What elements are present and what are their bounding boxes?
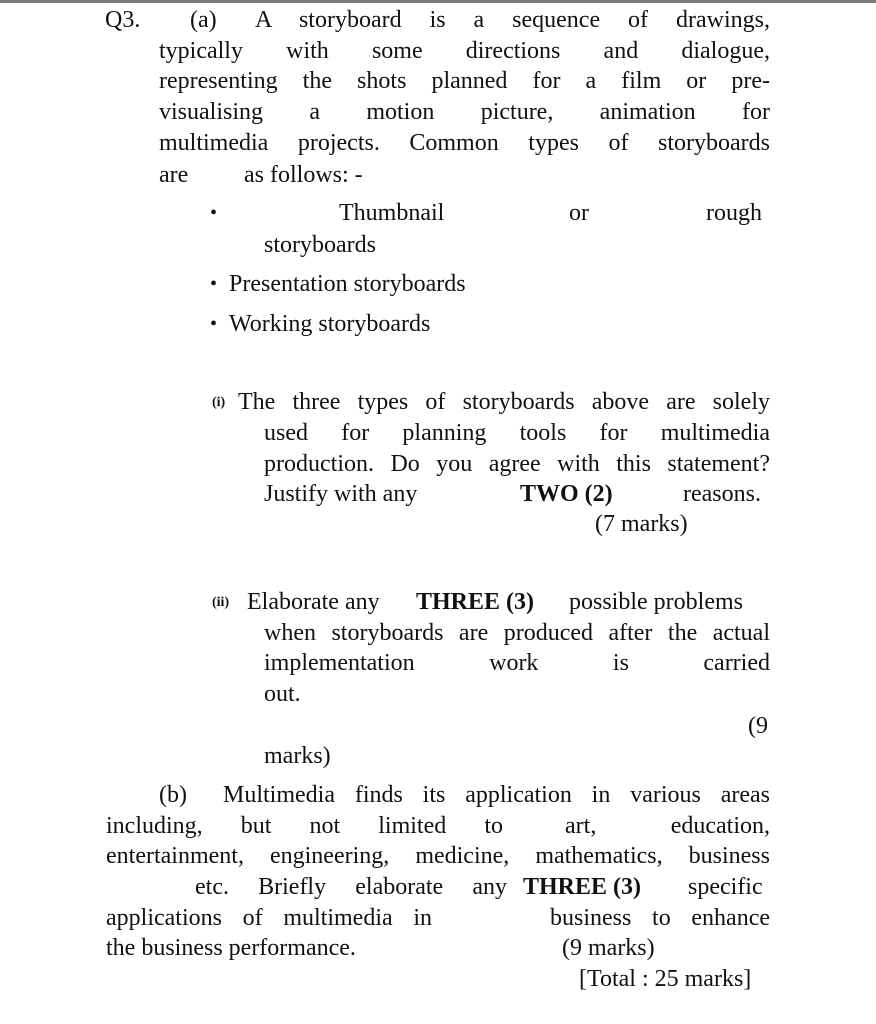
part-b-line: the business performance. [106, 935, 356, 961]
part-b-line: business to enhance [550, 905, 770, 931]
list-item: Thumbnail [339, 200, 445, 226]
part-a-intro-line: typically with some directions and dialogue, [159, 38, 770, 64]
part-b-line: etc. Briefly elaborate any [195, 874, 507, 900]
part-a-label: (a) [190, 7, 217, 33]
sub-question-i-marks: (7 marks) [595, 511, 688, 537]
sub-question-i-line: Justify with any [264, 481, 418, 507]
part-a-intro-line: A storyboard is a sequence of drawings, [255, 7, 770, 33]
part-a-intro-tail: as follows: - [244, 162, 363, 188]
part-a-intro-line: representing the shots planned for a film or pre- [159, 68, 770, 94]
part-a-intro-line: multimedia projects. Common types of storyboards [159, 130, 770, 156]
list-item: or [569, 200, 589, 226]
sub-question-i-line: used for planning tools for multimedia [264, 420, 770, 446]
sub-question-ii-line: implementation work is carried [264, 650, 770, 676]
sub-question-i-line: reasons. [683, 481, 761, 507]
sub-question-i-line: The three types of storyboards above are solely [238, 389, 770, 415]
list-item: Working storyboards [229, 311, 431, 337]
part-a-intro-line: visualising a motion picture, animation for [159, 99, 770, 125]
part-b-line: applications of multimedia in [106, 905, 432, 931]
part-b-line: art, education, [565, 813, 770, 839]
bullet-icon: • [210, 202, 218, 224]
part-b-emphasis: THREE (3) [523, 874, 642, 900]
part-b-line: including, but not limited to [106, 813, 503, 839]
sub-question-ii-line: when storyboards are produced after the actual [264, 620, 770, 646]
part-b-line: specific [688, 874, 763, 900]
top-border [0, 0, 876, 3]
sub-question-ii-marks: (9 [748, 713, 768, 739]
list-item: Presentation storyboards [229, 271, 466, 297]
question-number: Q3. [105, 7, 141, 33]
sub-question-ii-marks: marks) [264, 743, 331, 769]
total-marks: [Total : 25 marks] [579, 966, 752, 992]
list-item: rough [706, 200, 762, 226]
sub-question-ii-line: out. [264, 681, 301, 707]
list-item: storyboards [264, 232, 376, 258]
part-b-line: Multimedia finds its application in various areas [223, 782, 770, 808]
part-b-label: (b) [159, 782, 187, 808]
sub-question-ii-line: Elaborate any [247, 589, 380, 615]
sub-question-i-label: (i) [212, 395, 226, 410]
sub-question-ii-line: possible problems [569, 589, 743, 615]
sub-question-ii-emphasis: THREE (3) [416, 589, 535, 615]
sub-question-ii-label: (ii) [212, 595, 230, 610]
bullet-icon: • [210, 313, 218, 335]
sub-question-i-line: production. Do you agree with this statement? [264, 451, 770, 477]
sub-question-i-emphasis: TWO (2) [520, 481, 613, 507]
part-b-line: entertainment, engineering, medicine, mathematics, business [106, 843, 770, 869]
bullet-icon: • [210, 273, 218, 295]
part-a-intro-word: are [159, 162, 189, 188]
part-b-marks: (9 marks) [562, 935, 655, 961]
